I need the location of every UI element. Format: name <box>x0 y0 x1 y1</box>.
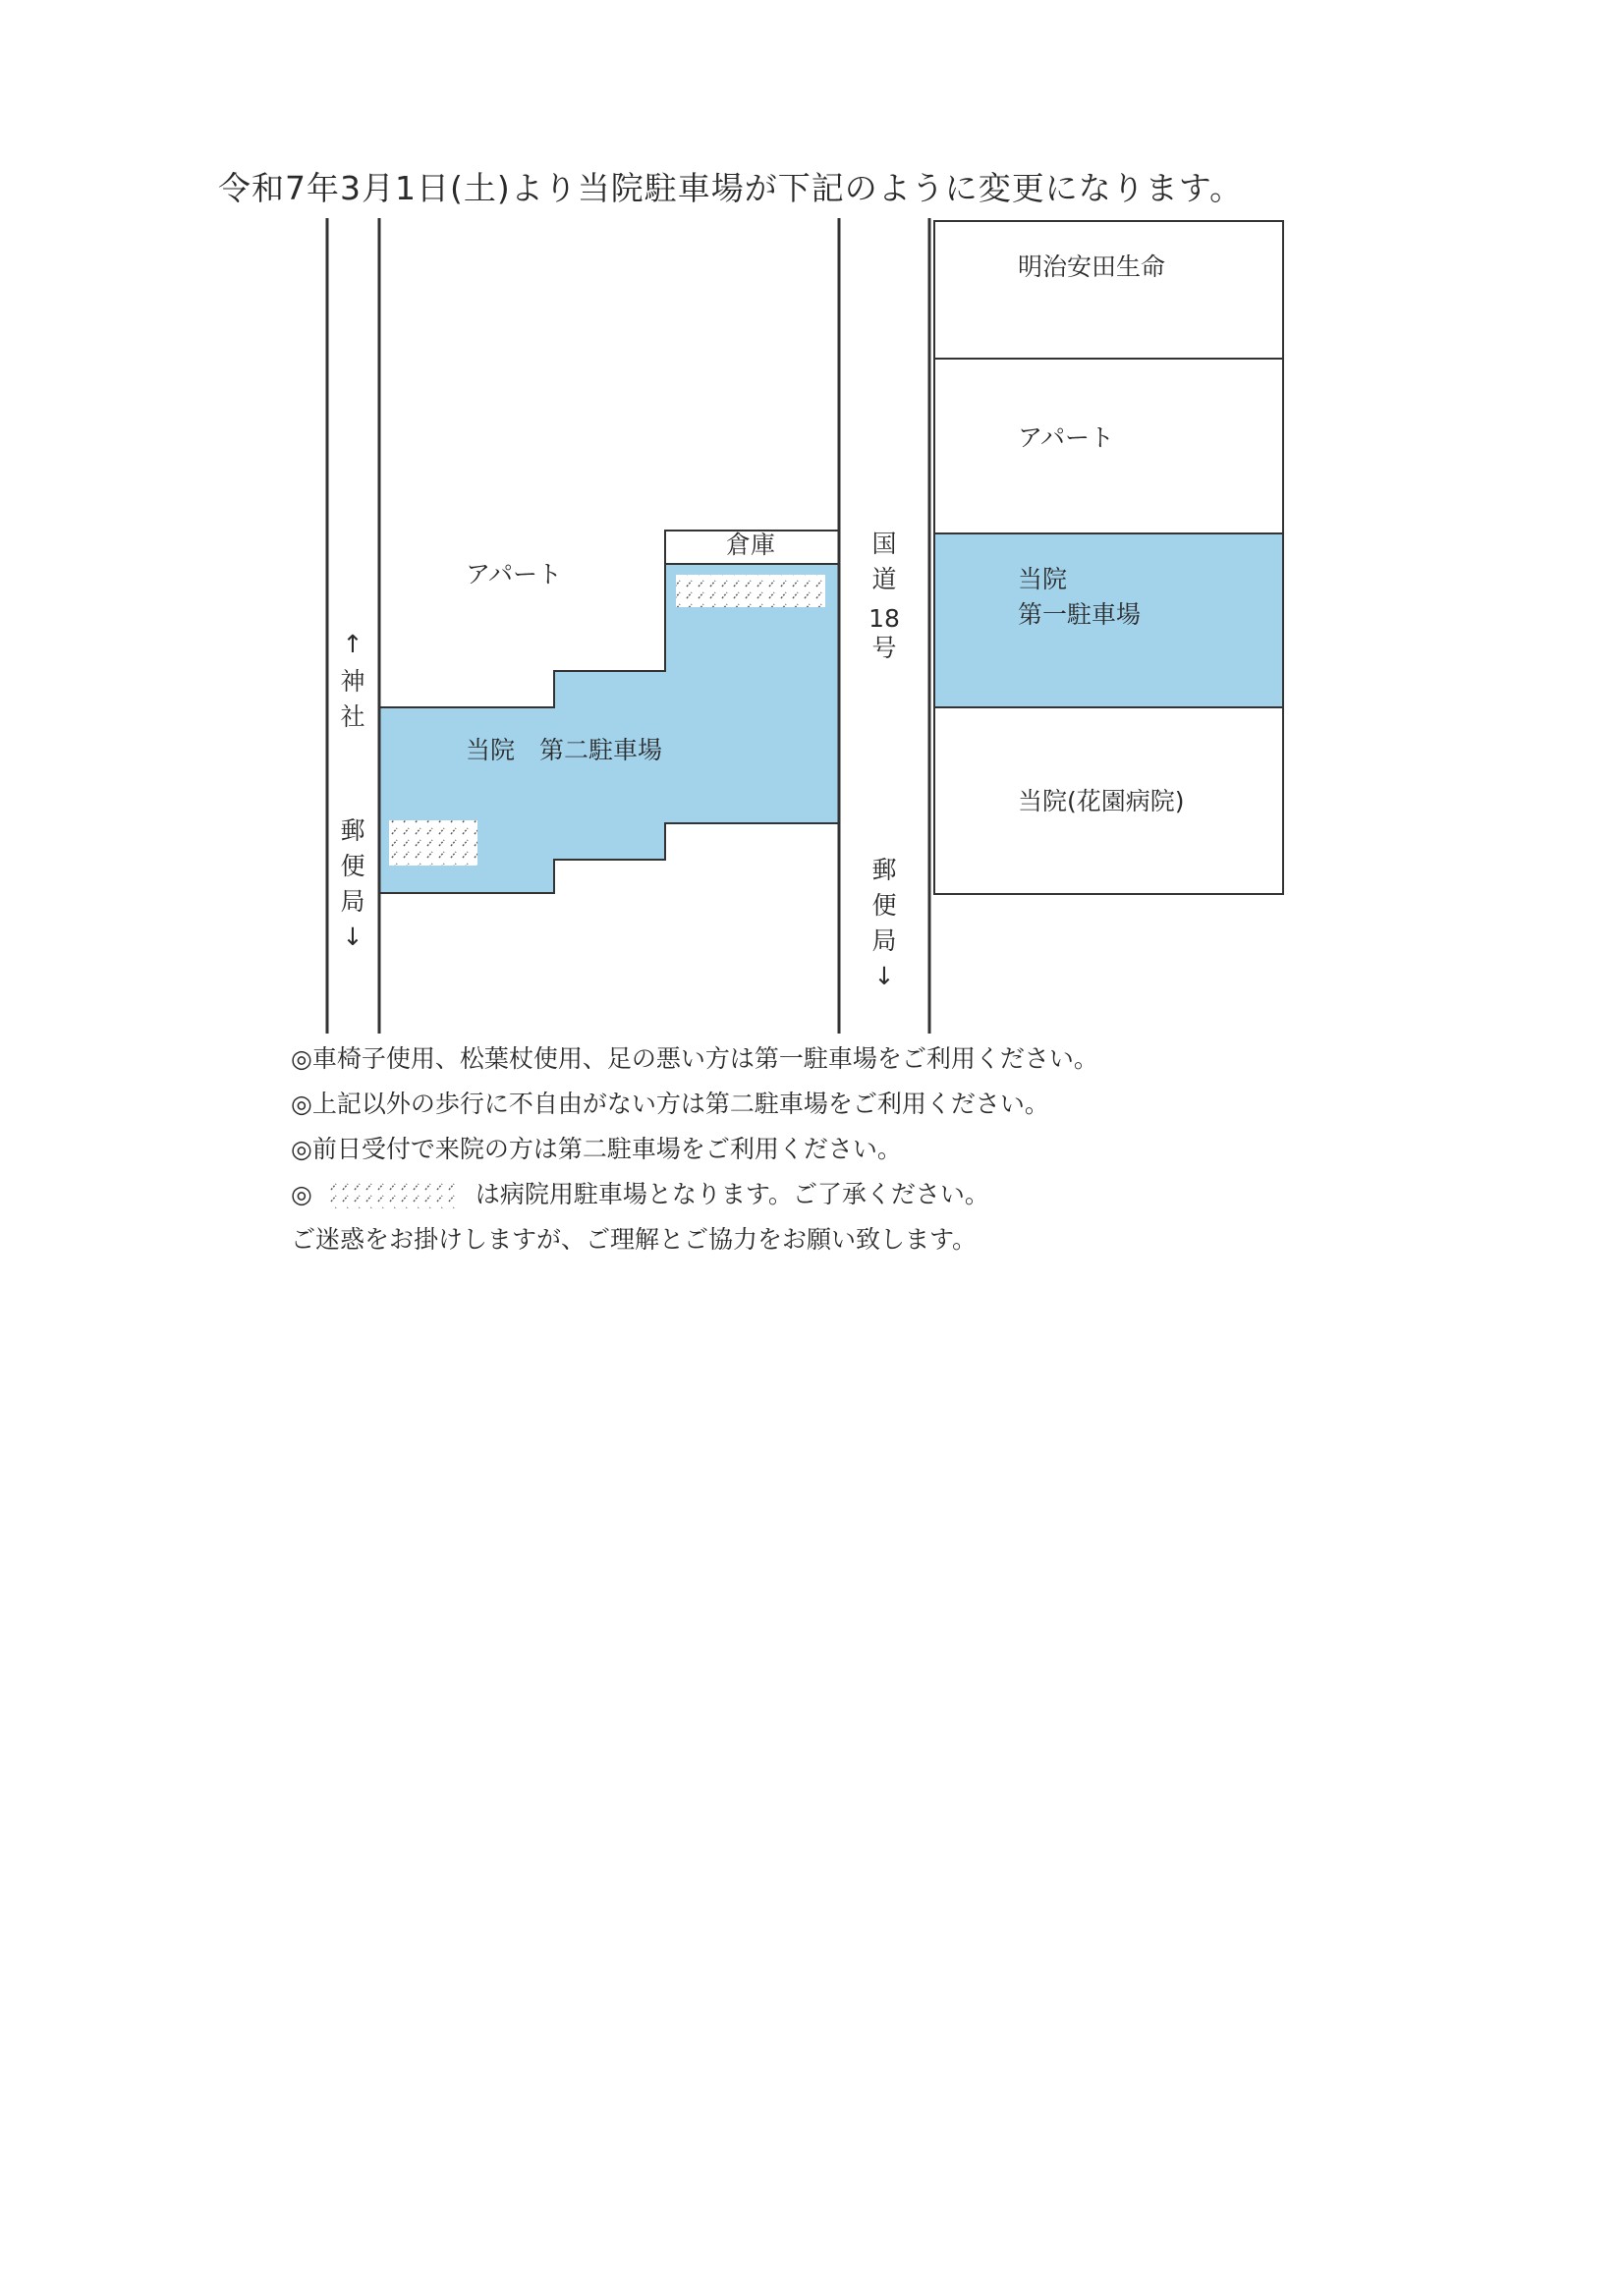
west-road-south-arrow: ↓ <box>342 923 364 951</box>
route18-label-2: 道 <box>871 565 897 593</box>
route18-postoffice-label-3: 局 <box>871 926 897 955</box>
first-parking-label-line1: 当院 <box>1018 565 1068 593</box>
hospital-use-lot-north <box>676 575 825 607</box>
note-item: ◎車椅子使用、松葉杖使用、足の悪い方は第一駐車場をご利用ください。 <box>291 1044 1098 1073</box>
hospital-use-hatch-swatch <box>328 1181 456 1208</box>
note-item: ◎前日受付で来院の方は第二駐車場をご利用ください。 <box>291 1135 902 1163</box>
route18-label-3: 18 <box>868 604 900 633</box>
west-road-shrine-label-1: 神 <box>340 667 365 696</box>
route18-south-arrow: ↓ <box>873 962 895 990</box>
closing-note: ご迷惑をお掛けしますが、ご理解とご協力をお願い致します。 <box>291 1225 978 1254</box>
hospital-use-lot-west <box>389 820 477 866</box>
route18-postoffice-label-2: 便 <box>871 891 897 920</box>
first-parking-label-line2: 第一駐車場 <box>1018 600 1142 629</box>
warehouse-label: 倉庫 <box>726 531 776 559</box>
east-apartment-label: アパート <box>1018 423 1115 452</box>
parking-map <box>0 0 1624 1041</box>
page-title: 令和7年3月1日(土)より当院駐車場が下記のように変更になります。 <box>218 169 1244 207</box>
west-road-postoffice-label-3: 局 <box>340 887 365 916</box>
west-road-shrine-label-2: 社 <box>340 702 365 731</box>
legend-text: は病院用駐車場となります。ご了承ください。 <box>475 1180 989 1208</box>
west-apartment-label: アパート <box>466 560 563 588</box>
legend-note <box>291 1172 1098 1217</box>
west-road-postoffice-label-1: 郵 <box>340 816 365 845</box>
meiji-yasuda-label: 明治安田生命 <box>1018 252 1166 281</box>
route18-label-4: 号 <box>871 634 897 662</box>
hospital-label: 当院(花園病院) <box>1018 787 1185 815</box>
note-item: ◎上記以外の歩行に不自由がない方は第二駐車場をご利用ください。 <box>291 1090 1049 1118</box>
route18-label-1: 国 <box>871 530 897 558</box>
route18-postoffice-label-1: 郵 <box>871 856 897 884</box>
second-parking-label: 当院 第二駐車場 <box>466 736 663 764</box>
meiji-yasuda-building <box>934 221 1283 359</box>
legend-prefix: ◎ <box>291 1180 312 1208</box>
west-road-postoffice-label-2: 便 <box>340 852 365 880</box>
notes-section <box>291 1036 1098 1262</box>
west-road-north-arrow: ↑ <box>342 630 364 658</box>
